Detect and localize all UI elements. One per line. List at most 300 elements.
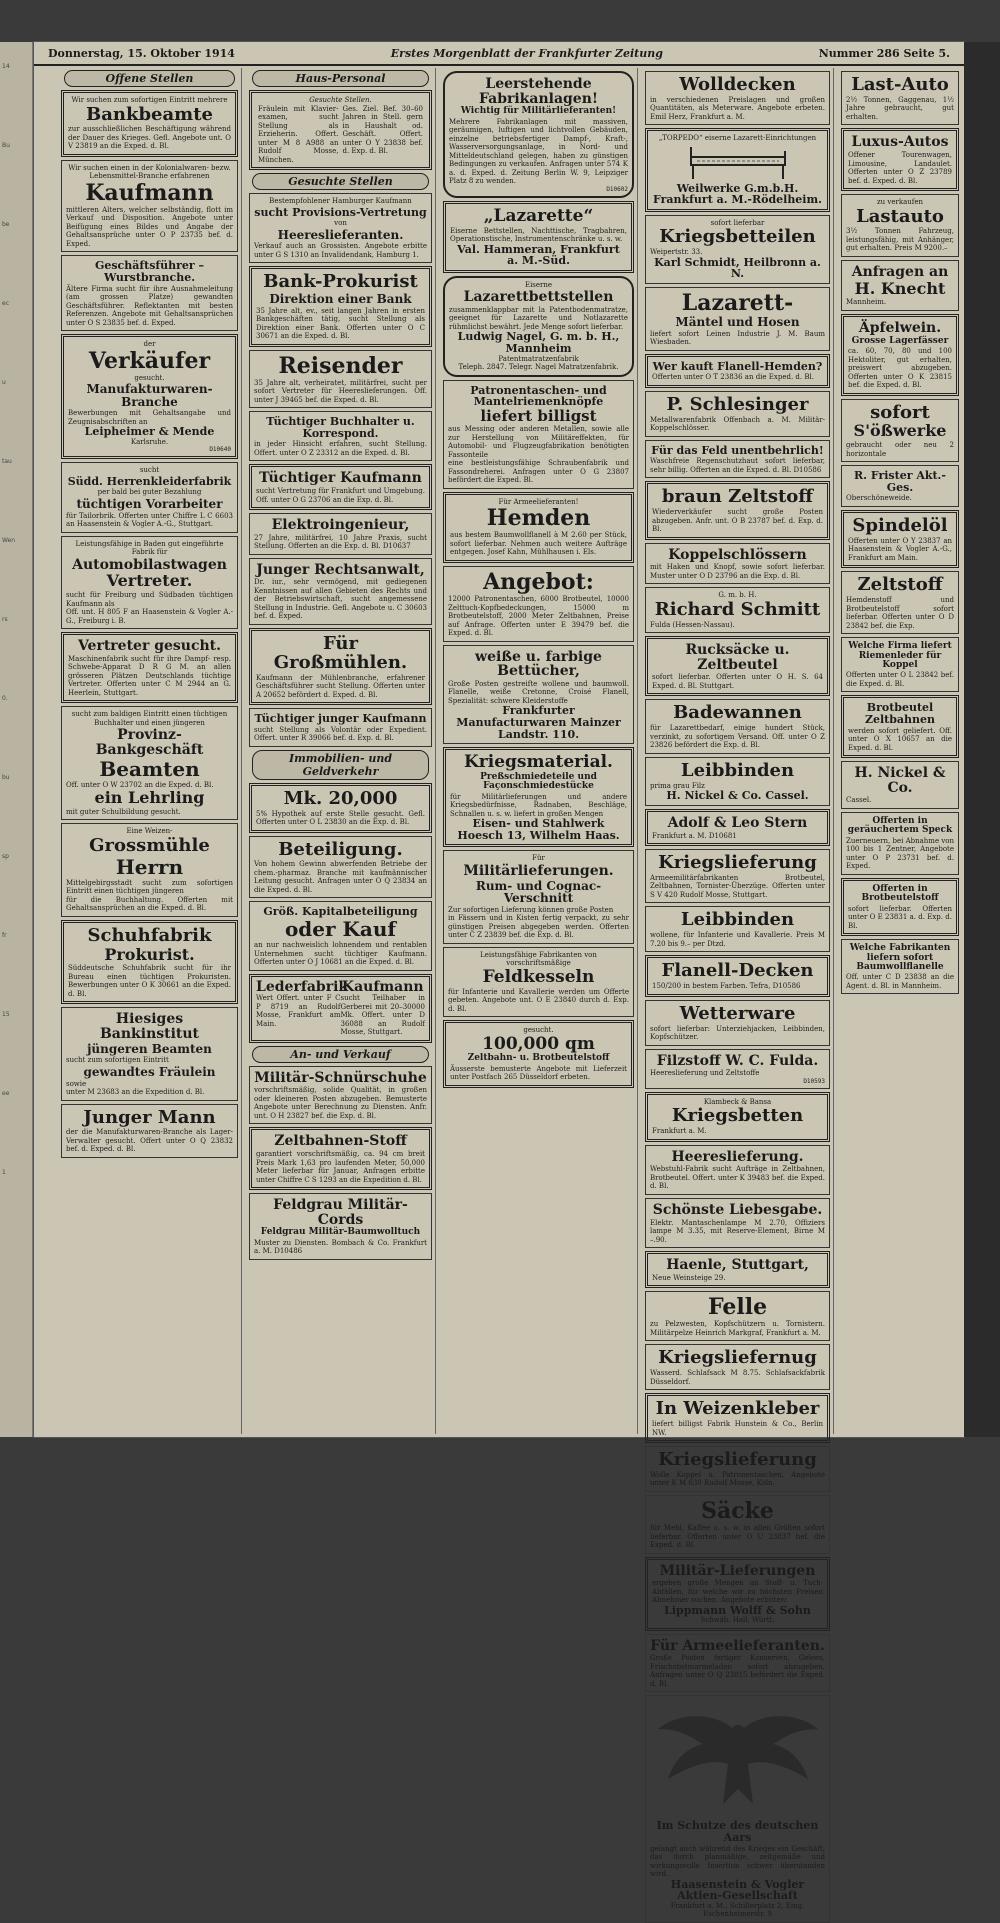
classified-ad [61,920,238,1005]
ad-body: Eiserne Bettstellen, Nachttische, Tragbahren, Operationstische, Instrumentenschränke u. s. w. [450,226,627,244]
classified-ad [645,391,830,437]
ad-title: Filzstoff W. C. Fulda. [656,1052,819,1069]
classified-ad [645,128,830,212]
ad-firm: Haasenstein & Vogler Aktien-Gesellschaft [670,1877,805,1903]
classified-ad [841,194,959,257]
classified-ad [249,1127,432,1190]
ad-body: werden sofort geliefert. Off. unter O X 10657 an die Exped. d. Bl. [848,726,952,752]
classified-ad [249,350,432,409]
ad-body: Frankfurt a. M. D10681 [652,831,737,840]
ad-title: Automobilastwagen [72,556,227,573]
section-banner-label: An- und Verkauf [252,1046,429,1063]
ad-body: Kaufmann der Mühlenbranche, erfahrener Geschäftsführer sucht Stellung. Offerten unter A 20652 befördert d. Exped. d. Bl. [256,673,425,699]
ad-title: Richard Schmitt [654,598,821,620]
ad-title: Offerten in Brotbeutelstoff [861,883,939,904]
ad-body: Armeemilitärfabrikanten Brotbeutel, Zeltbahnen, Tornister-Überzüge. Offerten unter S V 420 Rudolf Mosse, Stuttgart. [650,873,825,899]
classified-ad [645,543,830,585]
ad-title: P. Schlesinger [666,393,809,415]
ad-title: Reisender [278,352,403,379]
classified-ad [841,695,959,758]
ad-title: Brotbeutel Zeltbahnen [864,701,936,726]
ad-body: wollene, für Infanterie und Kavallerie. Preis M 7.20 bis 9.– per Dtzd. [650,931,825,948]
ad-body: in verschiedenen Preislagen und großen Quantitäten, als Meterware. Angebote erbeten. Emil Herz, Frankfurt a. M. [650,95,825,121]
ad-body: ergeben große Mengen an Stoff- u. Tuch-Abfällen, für welche wir zu höchsten Preisen Abnehmer suchen. Angebote erbitten: [652,1579,823,1605]
ad-title: liefert billigst [480,406,597,425]
classified-ad [645,440,830,479]
ad-title: Wetterware [679,1002,796,1024]
classified-ad [645,1000,830,1046]
ad-body: mittleren Alters, welcher selbständig, flott im Verkauf und Disposition. Angebote unter Beifügung eines Bildes und Angabe der Gehaltsansprüche unter O P 23735 bef. d. Exped. [66,205,233,248]
classified-ad [443,947,634,1017]
ad-title: H. Knecht [854,278,946,298]
ad-body: 150/200 in bestem Farben. Tefra, D10586 [652,982,801,991]
column-1 [58,68,242,1434]
ad-title: Anfragen an [851,263,949,280]
ad-body: sucht Vertretung für Frankfurt und Umgebung. Off. unter O G 23706 an die Exp. d. Bl. [256,487,425,504]
ad-title: Kriegslieferung [658,1449,817,1471]
ad-body: Bewerbungen mit Gehaltsangabe und Zeugnisabschriften an [68,409,231,426]
ad-code: D10602 [606,185,628,193]
ad-body: gelangt auch während des Krieges ein Geschäft, das durch planmäßige, zeitgemäße und wirkungsvolle Insertion schwer überstanden wird. [650,1844,825,1879]
ad-body: an nur nachweislich lohnendem und rentablen Unternehmen sucht tüchtiger Kaufmann. Offerten unter O J 10681 an die Exped. d. Bl. [254,941,427,967]
classified-ad [443,71,634,198]
classified-ad [645,1557,830,1631]
ad-body: für die Buchhaltung. Offerten mit Gehaltsansprüchen an die Exped. d. Bl. [66,895,233,913]
bed-illustration-icon [652,143,823,183]
classified-ad [61,160,238,253]
classified-ad [645,1344,830,1390]
ad-title: oder Kauf [284,917,397,942]
ad-body: sucht Stellung als Volontär oder Expedient. Offert. unter R 39066 bef. d. Exp. d. Bl. [254,725,427,743]
ad-subtitle: sucht zum baldigen Eintritt einen tüchtigen Buchhalter und einen jüngeren [71,710,228,727]
ad-firm: Val. Hammeran, Frankfurt a. M.-Süd. [457,242,620,268]
ad-title: tüchtigen Vorarbeiter [76,496,223,511]
ad-title: Zeltstoff [857,574,943,596]
ad-title: braun Zeltstoff [661,486,814,508]
left-strip-fragment: 14 [2,63,10,70]
ad-body: sucht Teilhaber in Gerberei mit 20–30000 Mk. Offert. unter D 36088 an Rudolf Mosse, Stuttgart. [340,994,425,1037]
ad-body: Wert Offert. unter F C P 8719 an Rudolf Mosse, Frankfurt am Main. [256,994,341,1028]
left-strip-fragment: fr [2,932,7,939]
ad-body: zur ausschließlichen Beschäftigung während der Dauer des Krieges. Gefl. Angebote unt. O V 23819 an die Exped. d. Bl. [68,125,231,151]
ad-body: Off. unter O W 23702 an die Exped. d. Bl. [66,780,214,789]
ad-body: Süddeutsche Schuhfabrik sucht für ihr Bureau einen tüchtigen Prokuristen. Bewerbungen unter O K 30661 an die Exped. d. Bl. [68,964,231,998]
ad-title: Schuhfabrik [87,924,212,946]
classified-ad [443,380,634,489]
ad-body: Weipertstr. 33. [650,248,703,257]
ad-title: ein Lehrling [94,788,205,808]
classified-ad [443,492,634,563]
ad-body: ca. 60, 70, 80 und 100 Hektoliter, gut erhalten, preiswert abzugeben. Offerten unter O K 23815 bef. die Exped. d. Bl. [848,347,952,390]
ad-body: für Lazarettbedarf, einige hundert Stück, verzinkt, zu sofortigem Versand. Off. unter O Z 23826 befördert die Exp. d. Bl. [650,724,825,750]
classified-ad [249,708,432,747]
classified-ad [645,1198,830,1248]
classified-ad [645,1393,830,1443]
classified-ad [841,812,959,875]
ad-body: Äusserste bemusterte Angebote mit Lieferzeit unter Postfach 265 Düsseldorf erbeten. [450,1064,627,1082]
ad-body: garantiert vorschriftsmäßig, ca. 94 cm breit Preis Mark 1,63 pro laufenden Meter, 50,000 Meter lieferbar für Januar, Anfragen erbitte unter Chiffre C S 1293 an die Expedition d. Bl. [256,1150,425,1184]
ad-body: in jeder Hinsicht erfahren, sucht Stellung. Offert. unter O Z 23312 an die Exped. d. Bl. [254,440,427,457]
ad-title: Südd. Herrenkleiderfabrik [67,474,232,488]
ad-title: Mk. 20,000 [283,787,398,809]
classified-ad [61,90,238,157]
ad-body: Heereslieferung und Zeltstoffe [650,1069,760,1078]
ad-title: Elektroingenieur, [271,517,410,533]
section-banner [246,750,435,780]
classified-ad [443,747,634,847]
ad-title: Hemden [486,505,591,532]
left-strip-fragment: tau [2,458,12,465]
classified-ad [443,566,634,642]
ad-title: Säcke [701,1497,774,1524]
ad-subtitle: gesucht. [134,373,165,382]
ad-body: der die Manufakturwaren-Branche als Lager-Verwalter gesucht. Offert unter O Q 23832 bef. d. Exped. d. Bl. [66,1128,233,1154]
ad-title: Zeltbahn- u. Brotbeutelstoff [467,1053,610,1064]
ad-title: Schönste Liebesgabe. [652,1201,823,1218]
ad-title: Provinz-Bankgeschäft [95,727,204,758]
ad-body: Ältere Firma sucht für ihre Ausnahmeleitung (am grossen Platze) gewandten Geschäftsführer. Reflektanten mit besten Referenzen. Angebote mit Gehaltsansprüchen unter O S 23835 bef. d. Exped. [66,284,233,327]
header-page-number: Nummer 286 Seite 5. [818,46,950,60]
ad-subtitle: Gesuchte Stellen. [309,96,372,104]
ad-body: 5% Hypothek auf erste Stelle gesucht. Gefl. Offerten unter O L 23830 an die Exp. d. Bl. [256,809,425,827]
ad-firm: H. Nickel & Co. Cassel. [666,789,809,803]
classified-ad [645,636,830,696]
section-banner [246,70,435,87]
ad-title: Wolldecken [679,74,796,95]
classified-ad [841,637,959,692]
ad-title: R. Frister Akt.-Ges. [854,469,946,494]
ad-city: Schwäb. Hall, Württ. [700,1616,775,1625]
section-banner-label: Offene Stellen [64,70,235,87]
classified-ad [249,1193,432,1260]
ad-body: Wasserd. Schlafsack M 8.75. Schlafsackfabrik Düsseldorf. [650,1369,825,1386]
ad-body: aus Messing oder anderen Metallen, sowie alle zur Herstellung von Militäreffekten, für Automobil- und Flugzeugfabrikation benötigten Fassonteile [448,425,629,459]
classified-ad [645,757,830,806]
ad-title: Wer kauft Flanell-Hemden? [652,359,823,373]
ad-body: Mehrere Fabrikanlagen mit massiven, geräumigen, luftigen und lichtvollen Gebäuden, einzelne betriebsfertiger Dampf-, Kraft-, Wasserversorgungsanlage, in Nord- und Mitteldeutschland gelegen, haben zu günstigen Bedingungen zu verkaufen. Anfragen unter 574 K a. d. Exped. d. Zeitung Berlin W. 9, Leipziger Platz 8 zu wenden. [449,117,628,186]
ad-title: Beamten [99,756,200,781]
section-banner [246,1046,435,1063]
ad-body: Verkauf auch an Grossisten. Angebote erbitte unter G S 1310 an Invalidendank, Hamburg 1. [254,242,427,259]
classified-ad [443,276,634,377]
classified-ad [249,90,432,170]
ad-title: gewandtes Fräulein [83,1064,216,1079]
classified-ad [249,901,432,970]
classified-ad [841,510,959,568]
left-strip-fragment: Bu [2,142,10,149]
ad-title: Für das Feld unentbehrlich! [651,443,824,457]
ad-title: Vertreter. [106,571,193,591]
ad-body: für Infanterie und Kavallerie werden um Offerte gebeten. Angebote unt. O E 23840 durch d. Exp. d. Bl. [448,987,629,1013]
classified-ad [645,955,830,996]
classified-ad [249,974,432,1043]
ad-title: Preßschmiedeteile und Façonschmiedestücke [480,771,597,792]
ad-title: Flanell-Decken [661,960,814,982]
ad-body: Fräulein mit Klavier-examen, sucht Stellung als Erzieherin. Offert. unter M 8 A988 an Rudolf Mosse, München. [258,104,339,164]
classified-ad [443,645,634,745]
left-strip-fragment: 0. [2,695,8,702]
ad-body: sucht zum sofortigen Eintritt [66,1056,169,1065]
ad-body: aus bestem Baumwollflanell à M 2.60 per Stück, sofort lieferbar. Nehmen auch weitere Aufträge entgegen. Josef Kahn, Mühlhausen i. Els. [450,531,627,557]
ad-subtitle: Leistungsfähige Fabrikanten von vorschriftsmäßige [480,950,597,968]
ad-title: Tüchtiger Kaufmann [259,470,422,487]
classified-ad [645,809,830,846]
ad-subtitle: der [143,340,156,349]
ad-body: 12000 Patronentaschen, 6000 Brotbeutel, 10000 Zelttuch-Kopfbedeckungen, 15000 m Brotbeutelstoff, 2000 Meter Zeltbahnen, Preise auf Anfrage. Offerten unter E 39479 bef. die Exped. d. Bl. [448,595,629,638]
ad-title: Last-Auto [851,74,949,95]
ad-title: Kriegsbetteilen [659,226,816,248]
classified-ad [841,939,959,994]
ad-title: sofort [870,401,930,423]
ad-body: Neue Weinsteige 29. [652,1273,726,1282]
classified-ad [645,354,830,388]
ad-title: Leibbinden [680,909,795,931]
ad-body: 35 Jahre alt, verheiratet, militärfrei, sucht per sofort Vertreter für Heereslieferungen. Off. unter J 39465 bef. die Exped. d. Bl. [254,378,427,404]
ad-firm: Frankfurter Manufacturwaren Mainzer Landstr. 110. [456,704,621,741]
classified-ad [249,513,432,555]
ad-body: liefert sofort Leinen Industrie J. M. Baum Wiesbaden. [650,329,825,347]
ad-body: Wolle Koppel u. Patronentaschen, Angebote unter K M 630 Rudolf Mosse, Köln. [650,1470,825,1488]
left-strip-fragment: rs [2,616,8,623]
ad-body: zusammenklappbar mit la Patentbodenmatratze, geeignet für Lazarette und Notlazarette rühmlichst bewährt. Jede Menge sofort lieferbar. [449,305,628,331]
ad-title: Zeltbahnen-Stoff [274,1133,407,1150]
ad-title: sucht Provisions-Vertretung [254,205,427,219]
ad-subtitle: Bestempfohlener Hamburger Kaufmann [269,197,412,205]
ad-subtitle: Leistungsfähige in Baden gut eingeführte Fabrik für [75,539,224,557]
classified-ad [841,465,959,507]
ad-title: Kriegsbetten [671,1105,804,1127]
ad-title: Herrn [115,854,184,879]
ad-title: Wichtig für Militärlieferanten! [460,106,617,117]
ad-title: 100,000 qm [482,1033,595,1054]
ad-code: D10593 [803,1077,825,1085]
ad-title: Badewannen [673,702,802,724]
classified-ad [841,71,959,125]
classified-ad [645,215,830,284]
ad-title: Hiesiges Bankinstitut [99,1011,200,1043]
ad-title: Bank-Prokurist [263,271,418,293]
ad-title: „Lazarette“ [483,205,594,226]
header-date: Donnerstag, 15. Oktober 1914 [48,46,235,60]
left-strip-fragment: bu [2,774,10,781]
ad-title: Feldgrau Militär-Baumwolltuch [260,1227,421,1238]
ad-title: Spindelöl [852,514,948,536]
left-strip-fragment: sp [2,853,9,860]
classified-ad [645,1634,830,1693]
left-strip-fragment: ee [2,1090,10,1097]
ad-body: Mannheim. [846,298,887,307]
ad-subtitle: gesucht. [523,1026,554,1035]
ad-subtitle: von [334,219,347,228]
ad-body: Frankfurt a. M. [652,1127,707,1136]
classified-ad [841,128,959,191]
classified-ad [841,571,959,634]
ad-body: Off. unter C D 23838 an die Agent. d. Bl. in Mannheim. [846,973,954,990]
ad-body: Muster zu Diensten. Bombach & Co. Frankfurt a. M. D10486 [254,1238,427,1256]
ad-body: Waschfreie Regenschutzhaut sofort lieferbar, sehr billig. Offerten an die Exped. d. Bl. D10586 [650,457,825,474]
ad-title: Welche Firma liefert Riemenleder für Koppel [848,641,952,671]
ad-body: Große Posten fertiger Konserven, Gelees, Frischobstmarmeladen sofort abzugeben. Anfragen unter O Q 23815 befördert die Exped. d. Bl. [650,1654,825,1688]
ad-firm: Karl Schmidt, Heilbronn a. N. [654,255,821,281]
ad-body: Elektr. Mantaschenlampe M 2.70, Offiziers lampe M 3.35, mit Reserve-Element, Birne M –.90. [650,1218,825,1244]
classified-ad [249,193,432,263]
ad-body: Von hohem Gewinn abwerfenden Betriebe der chem.-pharmaz. Branche mit kaufmännischer Leitung gesucht. Anfragen unter O Q 23834 an die Exped. d. Bl. [254,860,427,894]
classified-ad [443,1020,634,1088]
ad-title: Kriegsliefernug [658,1347,817,1369]
ad-firm: Patentmatratzenfabrik [498,354,579,363]
ad-title: Grossmühle [89,834,210,856]
classified-ad [443,850,634,943]
classified-ad [61,632,238,703]
classified-ad [249,558,432,625]
classified-ad [645,1145,830,1195]
ad-title: Kriegslieferung [658,852,817,873]
ad-title: Feldkesseln [482,966,595,987]
ad-body: für Tailorbrik. Offerten unter Chiffre L C 6603 an Haasenstein & Vogler A.-G., Stuttgart. [66,511,233,529]
classified-ad [645,1495,830,1554]
classified-ad [61,536,238,629]
column-5 [838,68,962,1434]
left-strip-fragment: 1 [2,1169,6,1176]
ad-subtitle: zu verkaufen [876,198,924,207]
ad-title: Kriegsmaterial. [464,752,613,773]
ad-title: weiße u. farbige Bettücher, [475,648,602,680]
ad-subtitle: Für [532,854,545,863]
left-page-strip [0,42,34,1437]
ad-body: Dr. iur., sehr vermögend, mit gediegenen Kenntnissen auf allen Gebieten des Rechts und der Betriebswirtschaft, sucht angemessene Stellung in Industrie. Gefl. Angebote u. C 30603 bef. d. Exped. [254,578,427,621]
classified-ad [249,783,432,833]
ad-city: Frankfurt a. M., Schillerplatz 2, Eing. Eschenheimerstr. 9 [670,1901,805,1919]
ad-firm: Eisen- und Stahlwerk Hoesch 13, Wilhelm Haas. [457,817,620,842]
classified-ad [645,1446,830,1492]
ad-title: Kaufmann [85,179,214,206]
ad-title: Junger Rechtsanwalt, [256,561,425,578]
column-3 [440,68,638,1434]
ad-subtitle: sofort lieferbar [710,218,765,227]
ad-title: Geschäftsführer – Wurstbranche. [94,259,205,285]
ad-title: Koppelschlössern [668,546,807,563]
ad-title: Rum- und Cognac-Verschnitt [475,878,602,906]
ad-code: D10640 [209,446,231,454]
ad-title: Beteiligung. [278,838,403,860]
ad-body: gebraucht oder neu 2 horizontale [846,441,954,458]
ad-subtitle: G. m. b. H. [718,591,757,600]
column-4 [642,68,834,1919]
ad-title: Felle [707,1294,768,1321]
ad-body: prima grau Filz [650,781,705,790]
ad-title: jüngeren Beamten [87,1041,212,1056]
left-strip-fragment: ec [2,300,9,307]
ad-title: Lederfabrik [256,978,349,995]
ad-body: sofort lieferbar. Offerten unter O E 23831 a. d. Exp. d. Bl. [848,904,952,930]
ad-body: Maschinenfabrik sucht für ihre Dampf- resp. Schwebe-Apparat D R G M. an allen grösseren Plätzen Deutschlands tüchtige Vertreter. Offerten unter C M 2944 an G. Heerlein, Stuttgart. [68,654,231,697]
ad-title: Prokurist. [104,944,195,964]
section-banner [58,70,241,87]
classified-ad [645,699,830,753]
ad-title: Feldgrau Militär-Cords [273,1197,408,1228]
ad-body: sofort lieferbar. Offerten unter O H. S. 64 Exped. d. Bl. Stuttgart. [652,673,823,690]
ad-title: Welche Fabrikanten liefern sofort Baumwollflanelle [849,943,951,973]
ad-title: Lastauto [856,205,944,227]
ad-body: für Mehl, Kaffee u. s. w. in allen Größen sofort lieferbar. Offerten unter O U 23837 bef. die Exped. d. Bl. [650,1524,825,1550]
ad-body: Zur sofortigen Lieferung können große Posten [448,905,614,914]
ad-title: Militär-Schnürschuhe [254,1069,427,1086]
ad-title: Mäntel und Hosen [675,315,800,330]
ad-title: Militärlieferungen. [463,862,614,879]
left-strip-fragment: 15 [2,1011,10,1018]
ad-title: Leerstehende Fabrikanlagen! [478,76,599,107]
classified-ad [645,1251,830,1288]
classified-ad [61,462,238,532]
ad-subtitle: Klambeck & Bansa [703,1097,772,1106]
ad-title: Direktion einer Bank [269,292,412,307]
classified-ad [249,464,432,510]
ad-title: In Weizenkleber [655,1398,820,1420]
classified-ad [645,1695,830,1922]
ad-title: Rucksäcke u. Zeltbeutel [685,642,790,673]
ad-title: Luxus-Autos [851,134,949,151]
classified-ad [645,849,830,903]
ad-body: 3½ Tonnen Fahrzeug, leistungsfähig, mit Anhänger, gut erhalten. Preis M 9200.– [846,227,954,253]
ad-body: in Fässern und in Kisten fertig verpackt, zu sehr günstigen Preisen abgegeben werden. Offerten unter C Z 23839 bef. die Exp. d. Bl. [448,914,629,940]
classified-ad [61,1007,238,1100]
classified-ad [249,266,432,346]
ad-title: Für Großmühlen. [273,632,408,673]
ad-body: Mittelgebirgsstadt sucht zum sofortigen Eintritt einen tüchtigen jüngeren [66,878,233,896]
classified-ad [645,71,830,125]
ad-title: Patronentaschen- und Mantelriemenknöpfe [470,383,607,409]
ad-title: Junger Mann [83,1106,216,1128]
ad-body: zu Pelzwesten, Kopfschützern u. Tornistern. Militärpelze Heinrich Markgraf, Frankfurt a. M. [650,1320,825,1337]
ad-subtitle: per bald bei guter Bezahlung [97,488,202,497]
ad-title: Bankbeamte [86,103,213,125]
ad-firm: Weilwerke G.m.b.H. Frankfurt a. M.-Rödelheim. [653,181,822,207]
classified-ad [61,706,238,820]
classified-ad [249,1066,432,1125]
ad-title: Vertreter gesucht. [77,638,222,655]
ad-title: Verkäufer [88,347,211,374]
page-header [34,42,964,66]
ad-body: Oberschöneweide. [846,494,912,503]
ad-subtitle: „TORPEDO“ eiserne Lazarett-Einrichtungen [658,134,817,143]
ad-title: Offerten in geräuchertem Speck [847,815,953,836]
column-2 [246,68,436,1434]
ad-title: Adolf & Leo Stern [667,814,808,831]
ad-title: Tüchtiger junger Kaufmann [254,712,427,726]
ad-body: Hemdenstoff und Brotbeutelstoff sofort lieferbar. Offerten unter O D 23842 bef. die Exp. [846,596,954,630]
classified-ad [645,1049,830,1089]
ad-subtitle: Eiserne [524,280,553,289]
classified-ad [645,287,830,351]
section-banner-label: Gesuchte Stellen [252,173,429,190]
classified-ad [645,906,830,952]
ad-body: Cassel. [846,796,872,805]
ad-title: Manufakturwaren-Branche [86,382,213,409]
classified-ad [249,411,432,461]
ad-title: Leibbinden [680,759,795,781]
left-strip-fragment: Wen [2,537,16,544]
classified-ad [443,201,634,273]
ad-body: sofort lieferbar: Unterziehjacken, Leibbinden, Kopfschützer. [650,1024,825,1042]
classified-ad [61,334,238,459]
ad-body: eine bestleistungsfähige Schraubenfabrik und Fassondreherei. Anfragen unter O G 23807 befördert die Exped. Bl. [448,459,629,485]
section-banner-label: Haus-Personal [252,70,429,87]
classified-ad [61,1104,238,1158]
ad-phone: Teleph. 2847. Telegr. Nagel Matratzenfabrik. [458,363,619,372]
ad-title: Heereslieferung. [671,1148,804,1165]
classified-ad [841,314,959,396]
ad-body: Offener Tourenwagen, Limousine, Landaulet. Offerten unter O Z 23789 bef. d. Exped. d. Bl. [848,151,952,185]
